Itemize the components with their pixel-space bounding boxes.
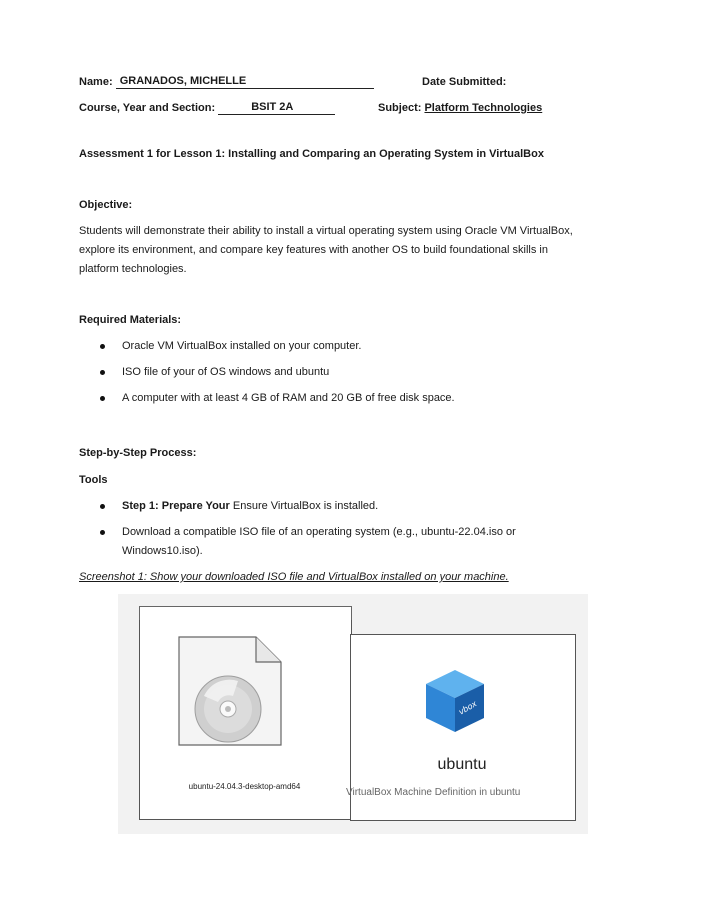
course-value: BSIT 2A bbox=[251, 101, 294, 113]
bullet-icon bbox=[100, 504, 105, 509]
objective-line: Students will demonstrate their ability to install a virtual operating system using Oracle VM VirtualBox, bbox=[79, 225, 573, 237]
objective-line: explore its environment, and compare key features with another OS to build foundational skills in bbox=[79, 244, 548, 256]
name-value: GRANADOS, MICHELLE bbox=[119, 75, 247, 87]
objective-text bbox=[79, 222, 639, 279]
assessment-title: Assessment 1 for Lesson 1: Installing and Comparing an Operating System in VirtualBox bbox=[79, 148, 544, 160]
vbox-cube-label: vbox bbox=[457, 699, 479, 717]
step1-text: Ensure VirtualBox is installed. bbox=[232, 500, 379, 512]
list-item bbox=[100, 497, 516, 516]
date-label: Date Submitted: bbox=[422, 76, 507, 88]
list-item: Oracle VM VirtualBox installed on your computer. bbox=[100, 337, 455, 356]
steps-list bbox=[100, 497, 516, 561]
bullet-icon bbox=[100, 396, 105, 401]
step1-bold: Step 1: Prepare Your bbox=[122, 500, 230, 512]
screenshot-caption: Screenshot 1: Show your downloaded ISO file and VirtualBox installed on your machine. bbox=[79, 571, 509, 583]
name-row bbox=[79, 75, 374, 89]
process-heading: Step-by-Step Process: bbox=[79, 447, 197, 459]
name-label: Name: bbox=[79, 76, 113, 88]
vbox-file-description: VirtualBox Machine Definition in ubuntu bbox=[346, 787, 521, 798]
step2-line: Download a compatible ISO file of an operating system (e.g., ubuntu-22.04.iso or bbox=[122, 526, 516, 538]
list-item: ISO file of your of OS windows and ubuntu bbox=[100, 363, 455, 382]
iso-file-icon bbox=[178, 636, 282, 746]
course-label: Course, Year and Section: bbox=[79, 102, 216, 114]
bullet-icon bbox=[100, 344, 105, 349]
bullet-icon bbox=[100, 530, 105, 535]
objective-line: platform technologies. bbox=[79, 263, 187, 275]
virtualbox-cube-icon bbox=[424, 668, 486, 734]
course-field bbox=[218, 102, 335, 115]
name-field bbox=[116, 76, 374, 89]
step2-line: Windows10.iso). bbox=[122, 545, 203, 557]
vbox-file-name[interactable]: ubuntu bbox=[437, 756, 487, 773]
materials-heading: Required Materials: bbox=[79, 314, 182, 326]
list-item: A computer with at least 4 GB of RAM and 20 GB of free disk space. bbox=[100, 389, 455, 408]
iso-filename[interactable]: ubuntu-24.04.3-desktop-amd64 bbox=[188, 782, 301, 791]
course-row bbox=[79, 101, 335, 115]
list-item bbox=[100, 523, 516, 561]
subject-label: Subject: bbox=[378, 102, 422, 114]
bullet-icon bbox=[100, 370, 105, 375]
subject-row bbox=[378, 101, 542, 115]
subject-value: Platform Technologies bbox=[424, 102, 543, 114]
objective-heading: Objective: bbox=[79, 199, 133, 211]
tools-heading: Tools bbox=[79, 474, 108, 486]
materials-list bbox=[100, 337, 455, 408]
